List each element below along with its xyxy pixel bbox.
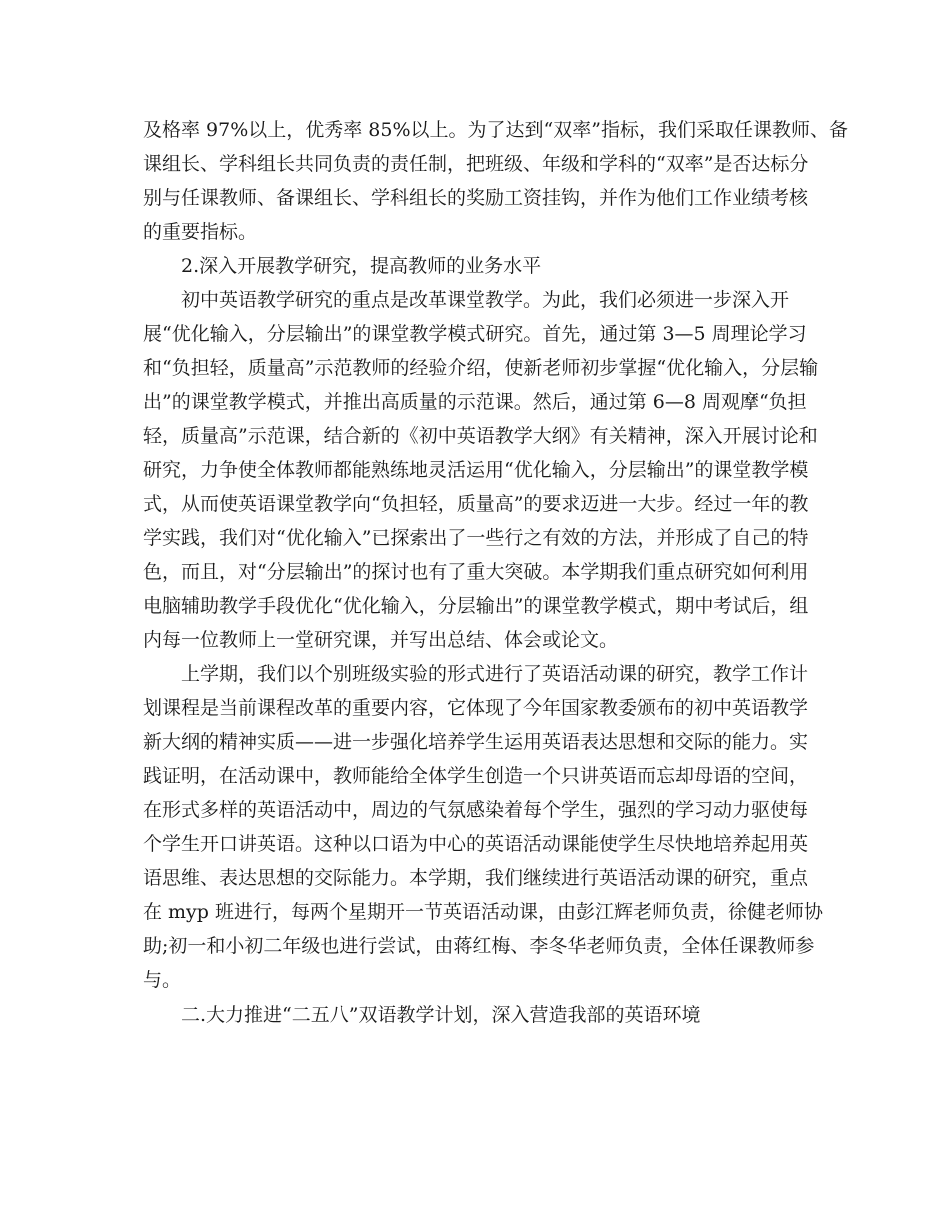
text-line: 电脑辅助教学手段优化“优化输入，分层输出”的课堂教学模式，期中考试后，组 [143, 595, 809, 617]
text-line: 别与任课教师、备课组长、学科组长的奖励工资挂钩，并作为他们工作业绩考核 [143, 187, 809, 209]
text-line: 和“负担轻，质量高”示范教师的经验介绍，使新老师初步掌握“优化输入，分层输 [143, 357, 819, 379]
text-line: 划课程是当前课程改革的重要内容，它体现了今年国家教委颁布的初中英语教学 [143, 697, 809, 719]
text-line: 出”的课堂教学模式，并推出高质量的示范课。然后，通过第 6—8 周观摩“负担 [143, 391, 807, 413]
text-line: 践证明，在活动课中，教师能给全体学生创造一个只讲英语而忘却母语的空间， [143, 765, 809, 787]
text-line: 课组长、学科组长共同负责的责任制，把班级、年级和学科的“双率”是否达标分 [143, 153, 809, 175]
text-line: 语思维、表达思想的交际能力。本学期，我们继续进行英语活动课的研究，重点 [143, 867, 809, 889]
text-line: 的重要指标。 [143, 221, 258, 243]
paragraph-start: 上学期，我们以个别班级实验的形式进行了英语活动课的研究，教学工作计 [181, 663, 809, 685]
section-heading: 2.深入开展教学研究，提高教师的业务水平 [181, 255, 542, 277]
paragraph-start: 初中英语教学研究的重点是改革课堂教学。为此，我们必须进一步深入开 [181, 289, 790, 311]
section-heading: 二.大力推进“二五八”双语教学计划，深入营造我部的英语环境 [181, 1004, 701, 1026]
text-line: 色，而且，对“分层输出”的探讨也有了重大突破。本学期我们重点研究如何利用 [143, 561, 809, 583]
text-line: 内每一位教师上一堂研究课，并写出总结、体会或论文。 [143, 629, 619, 651]
text-line: 在 myp 班进行，每两个星期开一节英语活动课，由彭江辉老师负责，徐健老师协 [143, 901, 823, 923]
text-line: 展“优化输入，分层输出”的课堂教学模式研究。首先，通过第 3—5 周理论学习 [143, 323, 807, 345]
text-line: 及格率 97%以上，优秀率 85%以上。为了达到“双率”指标，我们采取任课教师、备 [143, 119, 848, 141]
text-line: 助;初一和小初二年级也进行尝试，由蒋红梅、李冬华老师负责，全体任课教师参 [143, 935, 815, 957]
text-line: 轻，质量高”示范课，结合新的《初中英语教学大纲》有关精神，深入开展讨论和 [143, 425, 818, 447]
text-line: 在形式多样的英语活动中，周边的气氛感染着每个学生，强烈的学习动力驱使每 [143, 799, 809, 821]
text-line: 研究，力争使全体教师都能熟练地灵活运用“优化输入，分层输出”的课堂教学模 [143, 459, 809, 481]
text-line: 学实践，我们对“优化输入”已探索出了一些行之有效的方法，并形成了自己的特 [143, 527, 809, 549]
text-line: 式，从而使英语课堂教学向“负担轻，质量高”的要求迈进一大步。经过一年的教 [143, 493, 809, 515]
text-line: 新大纲的精神实质——进一步强化培养学生运用英语表达思想和交际的能力。实 [143, 731, 809, 753]
text-line: 个学生开口讲英语。这种以口语为中心的英语活动课能使学生尽快地培养起用英 [143, 833, 809, 855]
text-line: 与。 [143, 969, 182, 991]
